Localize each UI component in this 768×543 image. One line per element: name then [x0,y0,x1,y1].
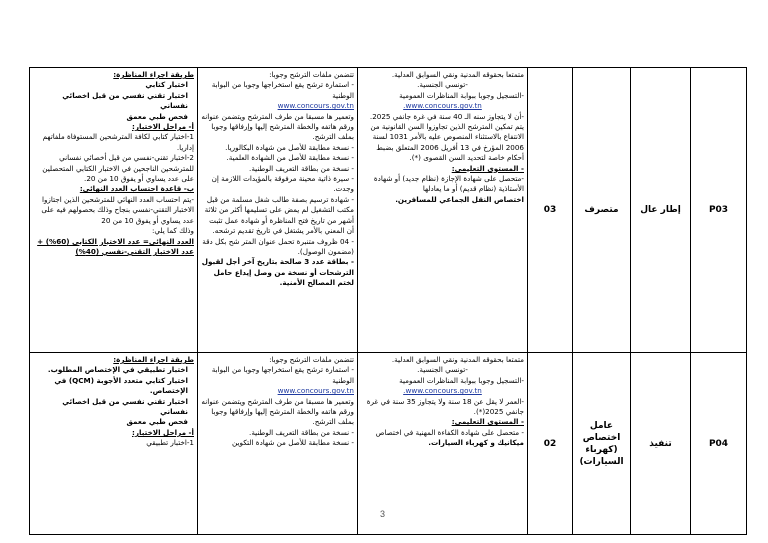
rule-line: -يتم احتساب العدد النهائي للمترشحين الذين اجتازوا الاختبار التقني-نفسي بنجاح وذلك بحصولهم فيه على عدد يساوي أو يفوق 10 من 20 [41,194,194,225]
specialty-cell: عامل اختصاص (كهرباء السيارات) [573,353,631,535]
rank-cell: تنفيذ [631,353,691,535]
document-line: - نسخة مطابقة للأصل من الشهادة العلمية. [226,153,354,163]
procedure-item: اختبار كتابي [145,80,188,90]
document-line: وتعمير ها مسبقا من طرف المترشح ويتضمن عنوانه ورقم هاتفه والخطة المترشح إليها وإرفاقها وجوبا بملف الترشح. [201,111,354,142]
documents-heading: تتضمن ملفات الترشح وجوبا: [269,70,354,79]
final-grade-formula: العدد النهائي= عدد الاختبار الكتابي (60%) + عدد الاختبار التقني-نفسي (40%) [37,236,194,256]
documents-cell [198,68,358,353]
document-line: - بطاقة عدد 3 صالحة بتاريخ آخر أجل لقبول الترشحات أو نسخة من وصل إيداع حامل لختم المصالح الأمنية. [201,257,354,288]
recruitment-table [29,67,747,535]
portal-link[interactable]: www.concours.gov.tn. [403,101,482,111]
document-line: - سيرة ذاتية محينة مرفوقة بالمؤيدات اللازمة إن وجدت. [211,174,354,194]
page-number: 3 [380,509,386,519]
documents-heading: تتضمن ملفات الترشح وجوبا: [269,355,354,364]
specialty-cell: متصرف [573,68,631,353]
positions-count: 03 [528,68,573,353]
document-line: - 04 ظروف متنبرة تحمل عنوان المتر شح بكل دقة (مضمون الوصول). [202,236,354,256]
condition-line: -تونسي الجنسية. [417,365,468,375]
procedure-item: فحص طبي معمق [126,417,188,427]
procedure-item: اختبار تقني نفسي من قبل اخصائي نفساني [62,90,188,111]
portal-link[interactable]: www.concours.gov.tn [277,101,354,111]
procedure-heading: طريقة اجراء المناظرة: [113,355,194,364]
document-line: - نسخة مطابقة للأصل من شهادة التكوين [232,438,354,448]
condition-line: متمتعا بحقوقه المدنية ونقي السوابق العدلية. [391,355,524,364]
document-line: - نسخة من بطاقة التعريف الوطنية. [249,427,354,437]
condition-line: -أن لا يتجاوز سنه الـ 40 سنة في غرة جانفي 2025. يتم تمكين المترشح الذين تجاوزوا السن القانونية من الانتفاع بالاستثناء المنصوص عليه بالأمر 1031 لسنة 2006 المؤرخ في 13 أفريل 2006 المتعلق بضبط أحكام خاصة لتحديد السن القصوى (*). [369,111,524,163]
stage-line: 2-اختبار تقني-نفسي من قبل أخصائي نفساني للمترشحين الناجحين في الاختبار الكتابي المتحصلين على عدد يساوي أو يفوق 10 من 20. [42,153,194,184]
procedure-heading: طريقة اجراء المناظرة: [113,70,194,79]
education-heading: - المستوى التعليمي: [451,163,524,173]
procedure-item: اختبار تقني نفسي من قبل اخصائي نفساني [62,396,188,417]
portal-link[interactable]: www.concours.gov.tn [277,386,354,396]
conditions-cell [358,353,528,535]
stage-line: 1-اختبار تطبيقي [146,438,194,448]
positions-count: 02 [528,353,573,535]
rank-cell: إطار عال [631,68,691,353]
document-line: - نسخة من بطاقة التعريف الوطنية. [249,163,354,173]
condition-line: - متحصل على شهادة الكفاءة المهنية في اختصاص [375,427,524,437]
stages-heading: أ- مراحل الاختبار: [131,427,194,437]
document-line: - نسخة مطابقة للأصل من شهادة البكالوريا. [225,142,354,152]
condition-line: متمتعا بحقوقه المدنية ونقي السوابق العدلية. [391,70,524,79]
table-row [30,353,747,535]
document-line: وتعمير ها مسبقا من طرف المترشح ويتضمن عنوانه ورقم هاتفه والخطة المترشح إليها وإرفاقها وجوبا بملف الترشح. [201,396,354,427]
procedure-item: اختبار تطبيقي في الإختصاص المطلوب. [47,365,188,375]
procedure-cell [30,68,198,353]
document-line: - استمارة ترشح يقع استخراجها وجوبا من البوابة الوطنية [211,80,354,100]
portal-link[interactable]: www.concours.gov.tn. [403,386,482,396]
document-line: - استمارة ترشح يقع استخراجها وجوبا من البوابة الوطنية [211,365,354,385]
post-code: P03 [691,68,747,353]
condition-line: -التسجيل وجوبا ببوابة المناظرات العمومية [399,90,524,100]
procedure-item: فحص طبي معمق [126,111,188,121]
table-row [30,68,747,353]
stage-line: 1-اختبار كتابي لكافة المترشحين المستوفاة ملفاتهم إداريا. [42,132,194,152]
procedure-cell [30,353,198,535]
stages-heading: أ- مراحل الاختبار: [131,122,194,132]
document-line: - شهادة ترسيم بصفة طالب شغل مسلمة من قبل مكتب التشغيل لم يمض على تسليمها أكثر من ثلاثة أشهر من تاريخ فتح المناظرة أو شهادة عمل تثبت أن المعني بالأمر يشتغل في تاريخ تقديم ترشحه. [204,194,354,236]
condition-line: -تونسي الجنسية. [417,80,468,90]
conditions-cell [358,68,528,353]
condition-line: -العمر لا يقل عن 18 سنة ولا يتجاوز 35 سنة في غرة جانفي 2025(*). [366,396,524,417]
documents-cell [198,353,358,535]
rule-line: وذلك كما يلي: [151,226,194,236]
education-heading: - المستوى التعليمي: [451,417,524,427]
rule-heading: ب- قاعدة احتساب العدد النهائي: [79,184,194,194]
specialty-requirement: ميكانيك و كهرباء السيارات. [428,438,524,448]
post-code: P04 [691,353,747,535]
procedure-item: اختبار كتابي متعدد الأجوبة (QCM) في الإختصاص. [54,375,188,396]
condition-line: -متحصل على شهادة الإجازة (نظام جديد) أو شهادة الأستاذية (نظام قديم) أو ما يعادلها [373,174,524,194]
condition-line: -التسجيل وجوبا ببوابة المناظرات العمومية [399,375,524,385]
specialty-requirement: اختصاص النقل الجماعي للمسافرين. [395,194,524,204]
